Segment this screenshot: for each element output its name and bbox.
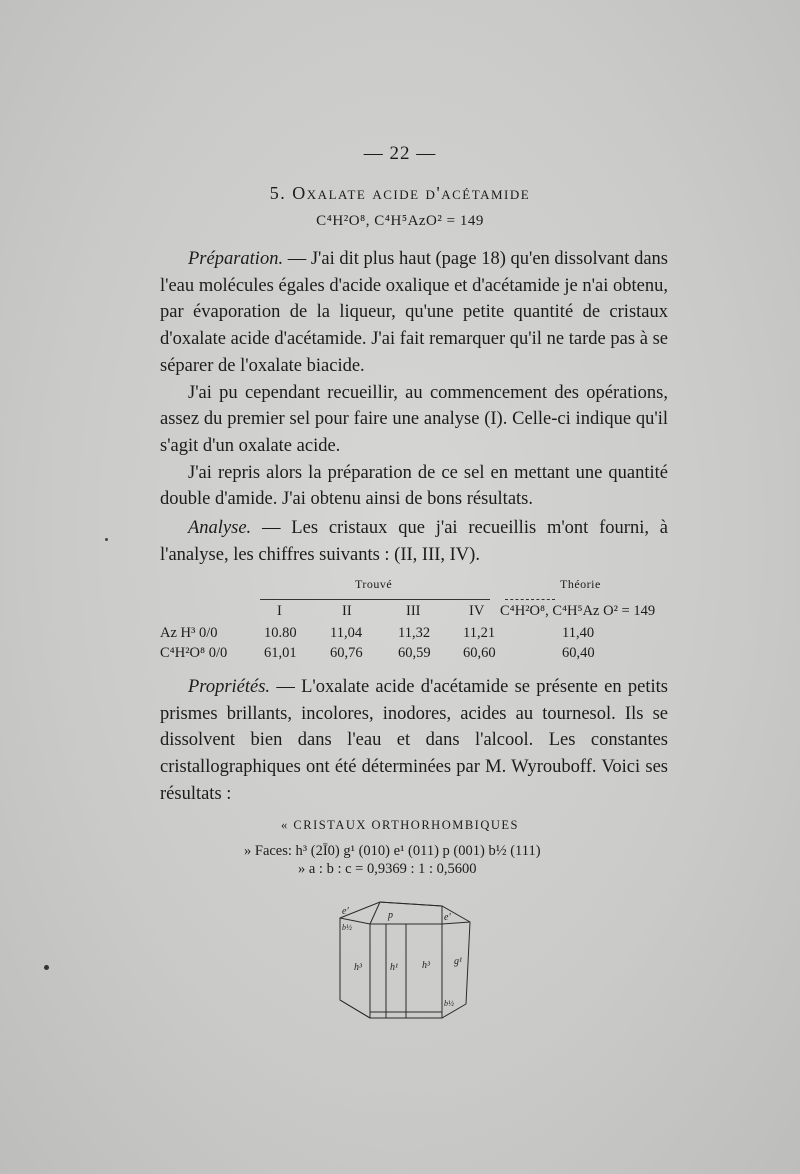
- analyse-section: [160, 515, 668, 568]
- col-header-2: II: [342, 603, 352, 619]
- header-theory: Théorie: [560, 577, 601, 591]
- proprietes-text: — L'oxalate acide d'acétamide se présente en petits prismes brillants, incolores, inodores, acides au tournesol. Ils se dissolvent bien dans l'eau et dans l'alcool. Les constantes cristallographiques ont été déterminées par M. Wyrouboff. Voici ses résultats :: [160, 677, 668, 804]
- print-speck: [44, 965, 49, 970]
- table-cell: 10.80: [264, 625, 297, 641]
- preparation-paragraph-3: J'ai repris alors la préparation de ce sel en mettant une quantité double d'amide. J'ai obtenu ainsi de bons résultats.: [160, 462, 668, 510]
- preparation-section: [160, 246, 668, 513]
- table-cell-theory: 60,40: [562, 645, 595, 661]
- crystal-title: « CRISTAUX ORTHORHOMBIQUES: [281, 818, 519, 832]
- analyse-paragraph: [160, 515, 668, 568]
- figure-label-g1: g¹: [454, 956, 462, 967]
- table-cell: 11,04: [330, 625, 363, 641]
- proprietes-section: [160, 674, 668, 808]
- print-speck: [105, 538, 108, 541]
- proprietes-label: Propriétés.: [188, 677, 271, 697]
- row-label: Az H³ 0/0: [160, 625, 218, 641]
- figure-label-h3-left: h³: [354, 962, 362, 973]
- figure-label-h1: h¹: [390, 962, 398, 973]
- figure-label-h3-right: h³: [422, 960, 430, 971]
- page-number: — 22 —: [363, 143, 437, 164]
- col-header-1: I: [277, 603, 282, 619]
- row-label: C⁴H²O⁸ 0/0: [160, 645, 228, 661]
- table-cell: 61,01: [264, 645, 297, 661]
- found-rule: [260, 599, 490, 600]
- figure-label-e-left: e': [342, 906, 349, 917]
- crystal-faces: » Faces: h³ (2Ī0) g¹ (010) e¹ (011) p (001) b½ (111): [244, 843, 541, 859]
- table-cell-theory: 11,40: [562, 625, 595, 641]
- table-cell: 11,21: [463, 625, 496, 641]
- section-heading: 5. Oxalate acide d'acétamide: [269, 183, 531, 203]
- preparation-label: Préparation.: [188, 249, 284, 269]
- col-header-4: IV: [469, 603, 485, 619]
- preparation-paragraph-2: J'ai pu cependant recueillir, au commencement des opérations, assez du premier sel pour faire une analyse (I). Celle-ci indique qu'il s'agit d'un oxalate acide.: [160, 382, 668, 456]
- proprietes-paragraph: [160, 674, 668, 808]
- figure-label-p: p: [388, 910, 393, 921]
- table-cell: 11,32: [398, 625, 431, 641]
- preparation-text-1: — J'ai dit plus haut (page 18) qu'en dissolvant dans l'eau molécules égales d'acide oxalique et d'acétamide je n'ai obtenu, par évaporation de la liqueur, qu'une petite quantité de cristaux d'oxalate acide d'acétamide. J'ai fait remarquer qu'il ne tarde pas à se séparer de l'oxalate biacide.: [160, 249, 668, 376]
- analyse-label: Analyse.: [188, 518, 252, 538]
- table-cell: 60,59: [398, 645, 431, 661]
- crystal-figure: [330, 896, 480, 1021]
- col-header-theory: C⁴H²O⁸, C⁴H⁵Az O² = 149: [500, 603, 656, 619]
- analyse-text: — Les cristaux que j'ai recueillis m'ont fourni, à l'analyse, les chiffres suivants : (II, III, IV).: [160, 518, 668, 565]
- preparation-paragraph-1: [160, 246, 668, 380]
- figure-label-b-top: b½: [342, 923, 352, 932]
- table-cell: 60,76: [330, 645, 363, 661]
- col-header-3: III: [406, 603, 421, 619]
- table-cell: 60,60: [463, 645, 496, 661]
- crystal-axis-ratio: » a : b : c = 0,9369 : 1 : 0,5600: [298, 861, 477, 877]
- compound-formula: C⁴H²O⁸, C⁴H⁵AzO² = 149: [316, 213, 484, 229]
- figure-label-b-bottom: b½: [444, 999, 454, 1008]
- theory-rule: [505, 599, 555, 600]
- header-found: Trouvé: [355, 577, 393, 591]
- figure-label-e-right: e': [444, 912, 451, 923]
